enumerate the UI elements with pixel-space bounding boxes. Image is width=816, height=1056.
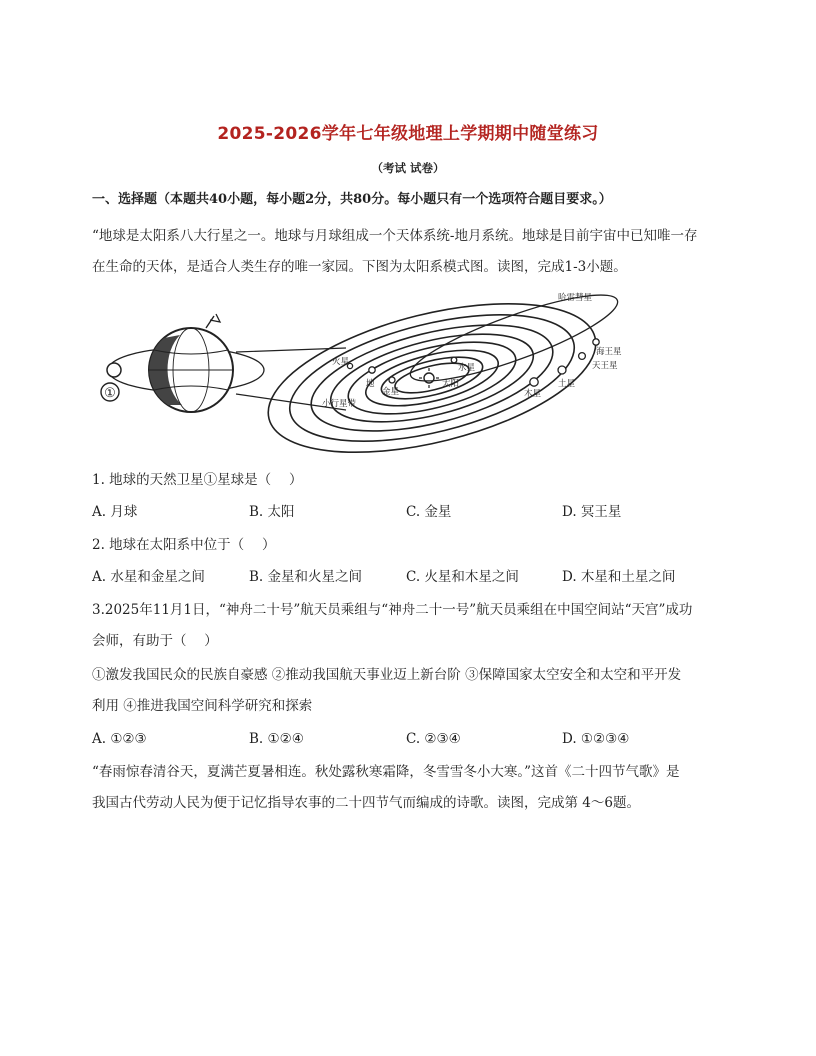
intro-text-line-1: “地球是太阳系八大行星之一。地球与月球组成一个天体系统-地月系统。地球是目前宇宙中已知唯一存 bbox=[92, 228, 698, 244]
neptune-mark bbox=[593, 339, 599, 345]
intro-2-line-2: 我国古代劳动人民为便于记忆指导农事的二十四节气而编成的诗歌。读图，完成第 4～6题。 bbox=[92, 795, 640, 811]
question-1-option-a[interactable]: A. 月球 bbox=[92, 504, 138, 520]
label-sun: 太阳 bbox=[442, 379, 460, 389]
question-3-choices-line-2: 利用 ④推进我国空间科学研究和探索 bbox=[92, 698, 313, 714]
question-3-option-a[interactable]: A. ①②③ bbox=[92, 731, 147, 747]
moon-icon bbox=[107, 363, 121, 377]
label-jupiter: 木星 bbox=[524, 389, 542, 399]
intro-2-line-1: “春雨惊春清谷天，夏满芒夏暑相连。秋处露秋寒霜降，冬雪雪冬小大寒。”这首《二十四节气歌》是 bbox=[92, 764, 680, 780]
earth-mark bbox=[369, 367, 375, 373]
label-uranus: 天王星 bbox=[592, 361, 618, 371]
question-2-option-c[interactable]: C. 火星和木星之间 bbox=[406, 569, 519, 585]
question-2-option-b[interactable]: B. 金星和火星之间 bbox=[249, 569, 363, 585]
section-heading: 一、选择题（本题共40小题，每小题2分，共80分。每小题只有一个选项符合题目要求。） bbox=[92, 192, 612, 207]
label-asteroid-belt: 小行星带 bbox=[322, 399, 357, 409]
question-3-stem-line-2: 会师，有助于（ ） bbox=[92, 633, 218, 649]
question-1-option-c[interactable]: C. 金星 bbox=[406, 504, 452, 520]
label-saturn: 土星 bbox=[558, 379, 576, 389]
question-3-stem-line-1: 3.2025年11月1日，“神舟二十号”航天员乘组与“神舟二十一号”航天员乘组在中国空间站“天宫”成功 bbox=[92, 602, 693, 618]
jupiter-mark bbox=[530, 378, 538, 386]
question-2-option-d[interactable]: D. 木星和土星之间 bbox=[562, 569, 676, 585]
svg-text:①: ① bbox=[104, 386, 116, 401]
question-2-stem: 2. 地球在太阳系中位于（ ） bbox=[92, 537, 276, 553]
label-comet: 哈雷彗星 bbox=[558, 293, 593, 303]
question-3-option-c[interactable]: C. ②③④ bbox=[406, 731, 461, 747]
question-1-option-d[interactable]: D. 冥王星 bbox=[562, 504, 622, 520]
question-3-option-d[interactable]: D. ①②③④ bbox=[562, 731, 630, 747]
uranus-mark bbox=[579, 353, 586, 360]
question-1-option-b[interactable]: B. 太阳 bbox=[249, 504, 295, 520]
question-1-stem: 1. 地球的天然卫星①星球是（ ） bbox=[92, 472, 303, 488]
figure-marker bbox=[101, 383, 119, 401]
page-title: 2025-2026学年七年级地理上学期期中随堂练习 bbox=[217, 124, 599, 144]
label-earth: 地 bbox=[366, 379, 375, 389]
saturn-mark bbox=[558, 366, 566, 374]
intro-text-line-2: 在生命的天体，是适合人类生存的唯一家园。下图为太阳系模式图。读图，完成1-3小题。 bbox=[92, 259, 627, 275]
solar-system-figure bbox=[96, 290, 636, 460]
page-subtitle: （考试 试卷） bbox=[371, 161, 445, 175]
label-neptune: 海王星 bbox=[596, 347, 622, 357]
question-3-choices-line-1: ①激发我国民众的民族自豪感 ②推动我国航天事业迈上新台阶 ③保障国家太空安全和太空和平开发 bbox=[92, 667, 682, 683]
mercury-mark bbox=[451, 357, 457, 363]
label-mercury: 水星 bbox=[458, 363, 476, 373]
label-mars: 火星 bbox=[332, 357, 350, 367]
earth-globe-icon bbox=[149, 314, 233, 412]
sun-icon bbox=[419, 368, 439, 388]
venus-mark bbox=[389, 377, 395, 383]
question-2-option-a[interactable]: A. 水星和金星之间 bbox=[92, 569, 205, 585]
label-venus: 金星 bbox=[382, 387, 400, 397]
question-3-option-b[interactable]: B. ①②④ bbox=[249, 731, 304, 747]
